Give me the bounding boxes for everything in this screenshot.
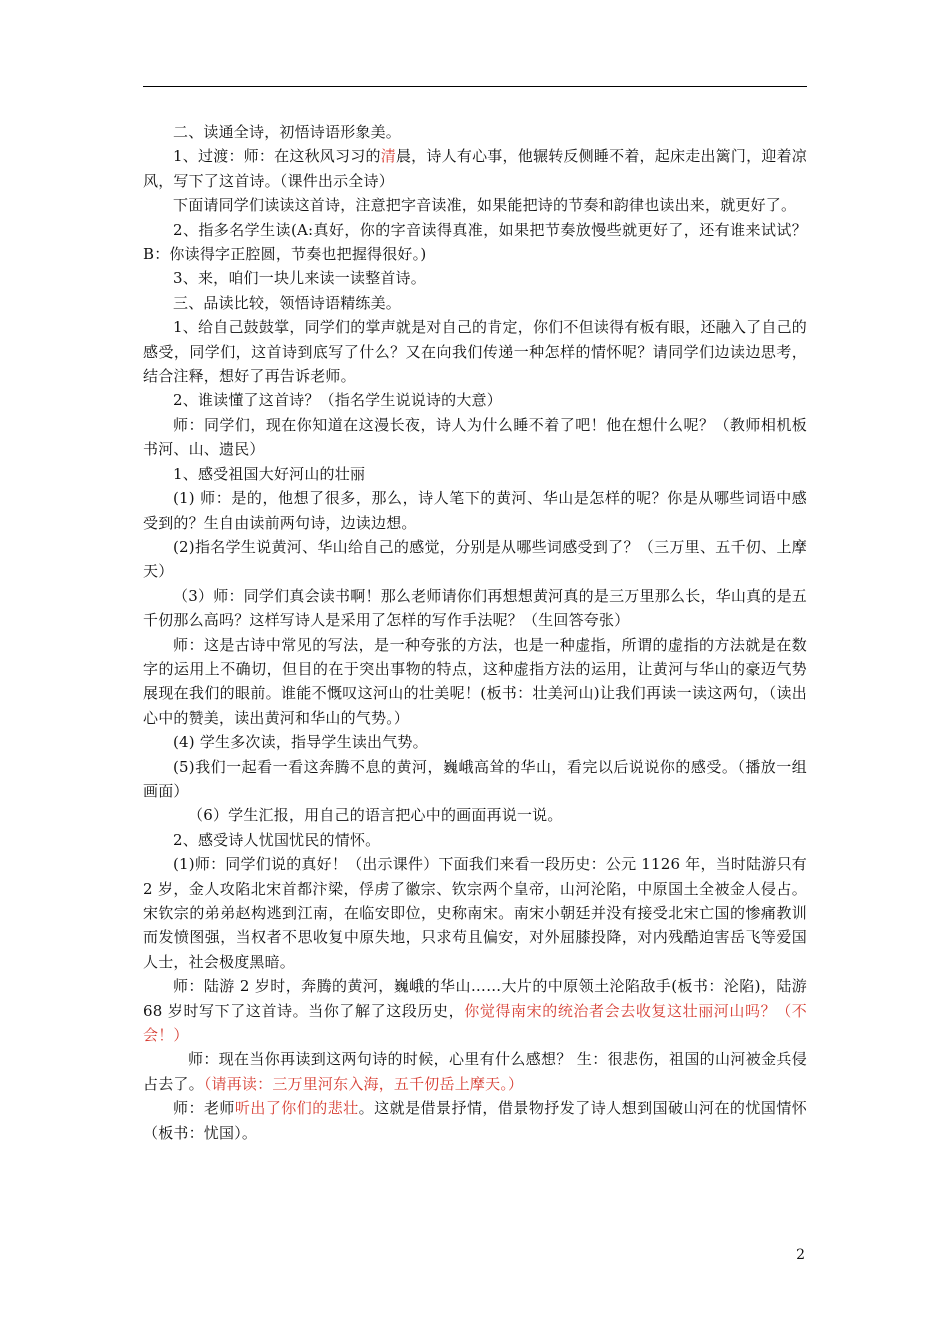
paragraph <box>143 266 807 290</box>
document-body <box>143 120 807 1145</box>
paragraph-text: (4) 学生多次读，指导学生读出气势。 <box>173 733 428 752</box>
paragraph <box>143 755 807 804</box>
paragraph <box>143 413 807 462</box>
paragraph <box>143 462 807 486</box>
paragraph-text: 2、指多名学生读(A:真好，你的字音读得真准，如果把节奏放慢些就更好了，还有谁来试试？B：你读得字正腔圆，节奏也把握得很好。) <box>143 220 807 264</box>
paragraph-text: (1) 师：是的，他想了很多，那么，诗人笔下的黄河、华山是怎样的呢？你是从哪些词语中感受到的？生自由读前两句诗，边读边想。 <box>143 489 807 532</box>
paragraph-text: 晨，诗人有心事，他辗转反侧睡不着，起床走出篱门，迎着凉风，写下了这首诗。（课件出示全诗） <box>143 147 807 190</box>
paragraph-text: (1)师：同学们说的真好！（出示课件）下面我们来看一段历史：公元 1126 年，当时陆游只有 2 岁，金人攻陷北宋首都汴梁，俘虏了徽宗、钦宗两个皇帝，山河沦陷，中原国土全被金人侵占。宋钦宗的弟弟赵构逃到江南，在临安即位，史称南宋。南宋小朝廷并没有接受北宋亡国的惨痛教训而发愤图强，当权者不思收复中原失地，只求苟且偏安，对外屈膝投降，对内残酷迫害岳飞等爱国人士，社会极度黑暗。 <box>143 855 807 971</box>
paragraph-text: （6）学生汇报，用自己的语言把心中的画面再说一说。 <box>188 806 563 825</box>
paragraph-text: 。这就是借景抒情，借景物抒发了诗人想到国破山河在的忧国情怀（板书：忧国）。 <box>143 1099 807 1142</box>
header-rule <box>143 86 807 87</box>
paragraph <box>143 486 807 535</box>
paragraph <box>143 974 807 1047</box>
paragraph-text: （3）师：同学们真会读书啊！那么老师请你们再想想黄河真的是三万里那么长，华山真的是五千仞那么高吗？这样写诗人是采用了怎样的写作手法呢？（生回答夸张） <box>143 586 807 630</box>
paragraph <box>143 828 807 852</box>
paragraph-text: 师：现在当你再读到这两句诗的时候，心里有什么感想？ 生：很悲伤，祖国的山河被金兵侵占去了。 <box>143 1050 807 1093</box>
paragraph <box>143 803 807 827</box>
paragraph-text: 3、来，咱们一块儿来读一读整首诗。 <box>173 269 426 288</box>
paragraph-text: 2、谁读懂了这首诗？（指名学生说说诗的大意） <box>173 391 502 410</box>
paragraph <box>143 291 807 315</box>
paragraph <box>143 120 807 144</box>
highlighted-text: 听出了你们的悲壮 <box>234 1099 359 1118</box>
paragraph-text: 师：老师 <box>173 1099 235 1118</box>
paragraph-text: 下面请同学们读读这首诗，注意把字音读准，如果能把诗的节奏和韵律也读出来，就更好了。 <box>173 196 797 215</box>
paragraph-text: 1、感受祖国大好河山的壮丽 <box>173 464 366 483</box>
paragraph-text: 2、感受诗人忧国忧民的情怀。 <box>173 830 381 849</box>
paragraph <box>143 388 807 412</box>
paragraph <box>143 193 807 217</box>
paragraph <box>143 852 807 974</box>
page-number: 2 <box>796 1247 805 1263</box>
paragraph-text: 师：这是古诗中常见的写法，是一种夸张的方法，也是一种虚指，所谓的虚指的方法就是在数字的运用上不确切，但目的在于突出事物的特点，这种虚指方法的运用，让黄河与华山的豪迈气势展现在我们的眼前。谁能不慨叹这河山的壮美呢！(板书：壮美河山)让我们再读一读这两句，（读出心中的赞美，读出黄河和华山的气势。） <box>143 635 807 727</box>
paragraph-text: 师：陆游 2 岁时，奔腾的黄河，巍峨的华山……大片的中原领土沦陷敌手(板书：沦陷)，陆游 68 岁时写下了这首诗。当你了解了这段历史， <box>143 977 807 1020</box>
paragraph <box>143 1096 807 1145</box>
paragraph <box>143 633 807 731</box>
highlighted-text: 清 <box>380 147 396 166</box>
paragraph-text: 二、读通全诗，初悟诗语形象美。 <box>173 123 402 141</box>
highlighted-text: （请再读：三万里河东入海，五千仞岳上摩天。） <box>203 1074 524 1093</box>
paragraph-text: 1、给自己鼓鼓掌，同学们的掌声就是对自己的肯定，你们不但读得有板有眼，还融入了自己的感受，同学们，这首诗到底写了什么？又在向我们传递一种怎样的情怀呢？请同学们边读边思考，结合注释，想好了再告诉老师。 <box>143 318 807 386</box>
paragraph <box>143 315 807 388</box>
paragraph-text: 1、过渡：师：在这秋风习习的 <box>173 147 381 166</box>
highlighted-text: 你觉得南宋的统治者会去收复这壮丽河山吗？（不会！） <box>143 1001 807 1045</box>
paragraph-text: 师：同学们，现在你知道在这漫长夜，诗人为什么睡不着了吧！他在想什么呢？（教师相机板书河、山、遗民） <box>143 415 807 459</box>
paragraph <box>143 730 807 754</box>
paragraph <box>143 218 807 267</box>
paragraph <box>143 584 807 633</box>
paragraph-text: (5)我们一起看一看这奔腾不息的黄河，巍峨高耸的华山，看完以后说说你的感受。（播放一组画面） <box>143 757 807 800</box>
paragraph <box>143 144 807 193</box>
paragraph <box>143 1047 807 1096</box>
paragraph <box>143 535 807 584</box>
paragraph-text: (2)指名学生说黄河、华山给自己的感觉，分别是从哪些词感受到了？（三万里、五千仞、上摩天） <box>143 537 807 581</box>
paragraph-text: 三、品读比较，领悟诗语精练美。 <box>173 293 402 312</box>
